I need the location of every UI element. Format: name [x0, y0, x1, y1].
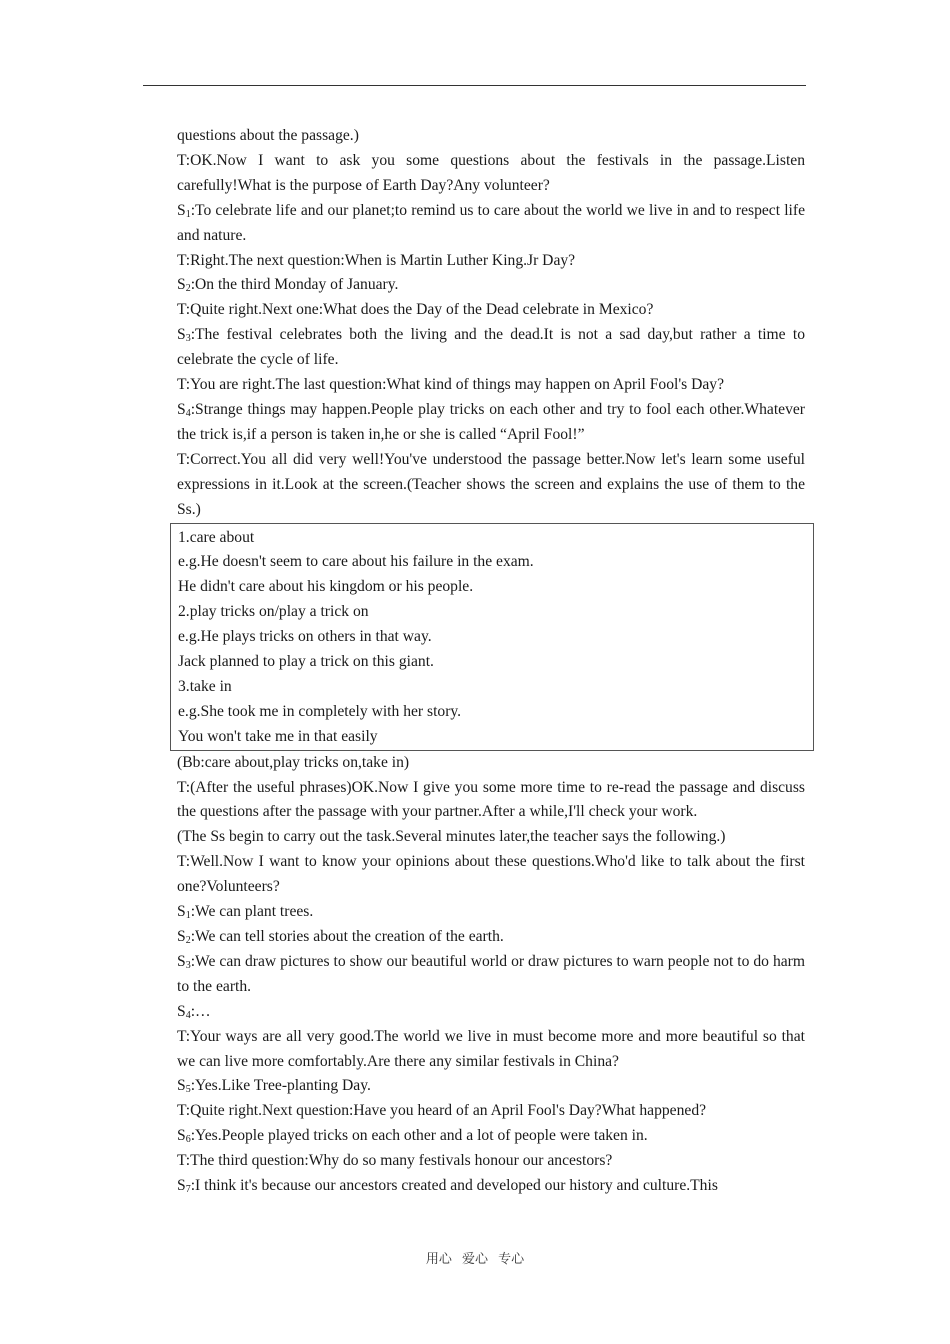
dialogue-line	[177, 1000, 805, 1025]
speaker-number: 3	[185, 959, 191, 971]
speaker-number: 4	[185, 407, 191, 419]
dialogue-line	[177, 776, 805, 826]
speaker-label: S	[177, 903, 186, 921]
dialogue-line	[177, 273, 805, 298]
speaker-label: S	[177, 276, 186, 294]
speaker-number: 2	[185, 935, 191, 946]
line-text: :Yes.People played tricks on each other and a lot of people were taken in.	[190, 1127, 648, 1145]
page-footer: 用心 爱心 专心	[425, 1252, 525, 1267]
dialogue-line	[177, 1025, 805, 1075]
line-text: T:You are right.The last question:What kind of things may happen on April Fool's Day?	[177, 376, 725, 394]
speaker-number: 1	[185, 208, 191, 220]
useful-expressions-box	[170, 523, 814, 751]
expression-line: 1.care about	[178, 528, 255, 546]
dialogue-line	[177, 398, 805, 448]
line-text: (The Ss begin to carry out the task.Several minutes later,the teacher says the following.)	[177, 828, 726, 846]
dialogue-section-bottom	[177, 751, 805, 1199]
dialogue-line	[177, 199, 805, 249]
dialogue-line	[177, 925, 805, 950]
line-text: :Yes.Like Tree-planting Day.	[190, 1077, 371, 1095]
dialogue-line	[177, 1074, 805, 1099]
line-text: T:Correct.You all did very well!You've understood the passage better.Now let's learn some useful expressions in it.Look at the screen.(Teacher shows the screen and explains the use of them to the Ss.)	[177, 450, 805, 518]
line-text: T:Quite right.Next one:What does the Day of the Dead celebrate in Mexico?	[177, 301, 654, 319]
line-text: :On the third Monday of January.	[190, 276, 399, 294]
speaker-label: S	[177, 1002, 186, 1020]
line-text: T:Your ways are all very good.The world we live in must become more and more beautiful so that we can live more comfortably.Are there any similar festivals in China?	[177, 1027, 805, 1070]
dialogue-line	[177, 751, 805, 776]
line-text: T:Well.Now I want to know your opinions about these questions.Who'd like to talk about the first one?Volunteers?	[177, 853, 805, 896]
expression-line: 2.play tricks on/play a trick on	[178, 603, 369, 621]
speaker-label: S	[177, 1077, 186, 1095]
speaker-label: S	[177, 400, 186, 418]
line-text: :To celebrate life and our planet;to remind us to care about the world we live in and to respect life and nature.	[177, 201, 805, 244]
expression-line: e.g.He plays tricks on others in that way.	[178, 628, 432, 646]
expression-line: e.g.She took me in completely with her story.	[178, 702, 462, 720]
document-body	[177, 124, 805, 1199]
dialogue-line	[177, 373, 805, 398]
dialogue-line	[177, 950, 805, 1000]
line-text: :We can tell stories about the creation of the earth.	[190, 928, 504, 945]
speaker-number: 2	[185, 283, 191, 295]
speaker-label: S	[177, 1127, 186, 1145]
speaker-number: 4	[185, 1009, 191, 1021]
dialogue-line	[177, 850, 805, 900]
line-text: T:(After the useful phrases)OK.Now I give you some more time to re-read the passage and discuss the questions after the passage with your partner.After a while,I'll check your work.	[177, 778, 805, 821]
speaker-label: S	[177, 928, 186, 945]
speaker-number: 1	[185, 910, 191, 922]
dialogue-line	[177, 1099, 805, 1124]
expression-line: Jack planned to play a trick on this giant.	[178, 653, 434, 671]
speaker-number: 5	[185, 1084, 191, 1096]
line-text: T:Right.The next question:When is Martin Luther King.Jr Day?	[177, 251, 576, 269]
dialogue-line	[177, 1124, 805, 1149]
expression-line: e.g.He doesn't seem to care about his failure in the exam.	[178, 553, 534, 571]
expression-line: He didn't care about his kingdom or his people.	[178, 578, 474, 596]
dialogue-line	[177, 124, 805, 149]
line-text: questions about the passage.)	[177, 127, 359, 144]
expression-line: You won't take me in that easily	[178, 727, 378, 745]
dialogue-line	[177, 249, 805, 274]
dialogue-line	[177, 900, 805, 925]
line-text: :The festival celebrates both the living and the dead.It is not a sad day,but rather a time to celebrate the cycle of life.	[177, 326, 805, 369]
dialogue-line	[177, 298, 805, 323]
line-text: :…	[190, 1002, 211, 1020]
dialogue-section-top	[177, 124, 805, 523]
line-text: :We can plant trees.	[190, 903, 314, 921]
dialogue-line	[177, 825, 805, 850]
speaker-label: S	[177, 201, 186, 219]
line-text: (Bb:care about,play tricks on,take in)	[177, 753, 410, 771]
speaker-label: S	[177, 1177, 186, 1195]
line-text: T:Quite right.Next question:Have you heard of an April Fool's Day?What happened?	[177, 1102, 707, 1120]
expression-line: 3.take in	[178, 677, 232, 695]
speaker-number: 7	[185, 1184, 191, 1196]
line-text: T:The third question:Why do so many festivals honour our ancestors?	[177, 1152, 613, 1170]
header-rule	[143, 85, 806, 86]
line-text: :We can draw pictures to show our beautiful world or draw pictures to warn people not to do harm to the earth.	[177, 952, 805, 995]
dialogue-line	[177, 448, 805, 523]
speaker-number: 6	[185, 1134, 191, 1146]
dialogue-line	[177, 1149, 805, 1174]
line-text: T:OK.Now I want to ask you some questions about the festivals in the passage.Listen carefully!What is the purpose of Earth Day?Any volunteer?	[177, 151, 805, 194]
dialogue-line	[177, 323, 805, 373]
dialogue-line	[177, 1174, 805, 1199]
speaker-number: 3	[185, 333, 191, 345]
line-text: :Strange things may happen.People play tricks on each other and try to fool each other.Whatever the trick is,if a person is taken in,he or she is called “April Fool!”	[177, 400, 805, 443]
dialogue-line	[177, 149, 805, 199]
line-text: :I think it's because our ancestors created and developed our history and culture.This	[190, 1177, 718, 1195]
speaker-label: S	[177, 952, 186, 970]
speaker-label: S	[177, 326, 186, 344]
